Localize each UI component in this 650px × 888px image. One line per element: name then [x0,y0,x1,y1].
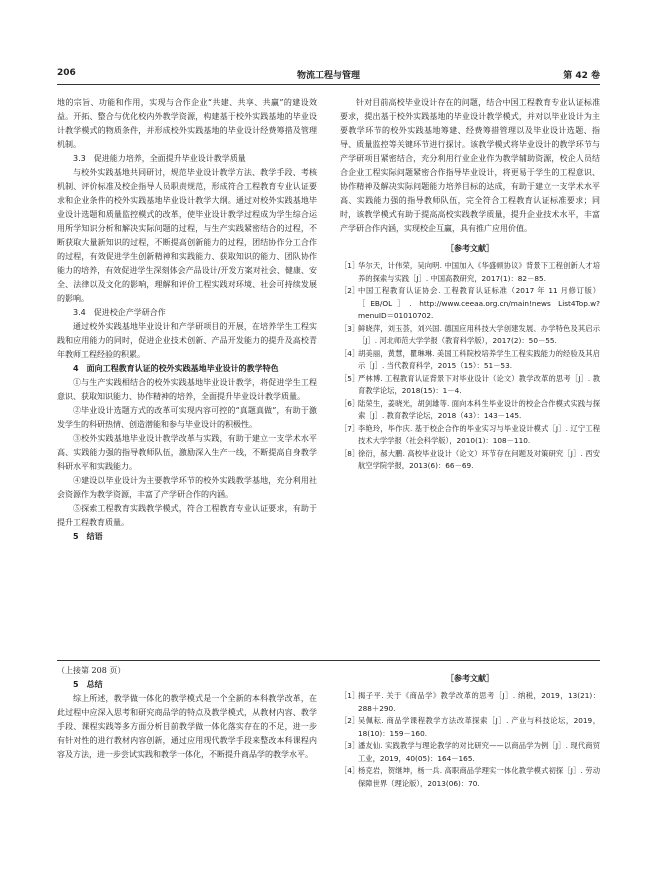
reference-item [340,715,600,740]
reference-number: ［5］ [340,373,360,383]
reference-text: 陆荣生，姜晓光，胡剑雄等. 面向本科生毕业设计的校企合作模式实践与探索［J］. 教育教学论坛，2018（43）：143－145. [358,398,600,420]
references-list [340,260,600,473]
reference-item [340,740,600,765]
reference-number: ［6］ [340,398,360,408]
conclusion-paragraph: 针对目前高校毕业设计存在的问题，结合中国工程教育专业认证标准要求，提出基于校外实践基地的毕业设计教学模式，并对以毕业设计为主要教学环节的校外实践基地筹建、经费筹措管理以及毕业设计选题、指导、质量监控等关键环节进行探讨。该教学模式将毕业设计的教学环节与产学研项目紧密结合，充分利用行业企业作为教学辅助资源，校企人员结合企业工程实际问题紧密合作指导毕业设计，将更易于学生的工程意识、协作精神及解决实际问题能力培养目标的达成，有助于建立一支学术水平高、实践能力强的指导教师队伍，完全符合工程教育认证标准要求；同时，该教学模式有助于提高高校实践教学质量，提升企业技术水平，丰富产学研合作内涵，实现校企互赢，具有推广应用价值。 [340,98,600,233]
reference-text: 潘友仙. 实践教学与理论教学的对比研究——以商品学为例［J］. 现代商贸工业，2019，40(05)：164－165. [358,741,600,763]
reference-item [340,448,600,473]
continued-note: （上接第 208 页） [57,666,126,675]
reference-text: 揭子平. 关于《商品学》教学改革的思考［J］. 纳税，2019，13(21)：288＋290. [358,691,600,713]
reference-text: 胡美丽，黄慧，瞿琳琳. 美国工科院校培养学生工程实践能力的经验及其启示［J］. 当代教育科学，2015（15）：51－53. [358,348,600,370]
reference-number: ［1］ [340,261,360,270]
body-paragraph: ①与生产实践相结合的校外实践基地毕业设计教学，将促进学生工程意识、获取知识能力、协作精神的培养，全面提升毕业设计教学质量。 [57,378,317,401]
reference-item [340,260,600,285]
reference-item [340,423,600,448]
running-header [57,68,600,84]
body-paragraph: 与校外实践基地共同研讨，规范毕业设计教学方法、教学手段、考核机制、评价标准及校企指导人员职责规范，形成符合工程教育专业认证要求和企业条件的校外实践基地毕业设计教学大纲。通过对校外实践基地毕业设计选题和质量监控模式的改革，使毕业设计教学过程成为学生综合运用所学知识分析和解决实际问题的过程，与生产实践紧密结合的过程，不断获取大量新知识的过程，不断提高创新能力的过程，团结协作分工合作的过程，有效促进学生创新精神和实践能力、获取知识的能力、团队协作能力的培养，有效促进学生深刻体会产品设计/开发方案对社会、健康、安全、法律以及文化的影响，理解和评价工程实践对环境、社会可持续发展的影响。 [57,168,317,303]
body-paragraph: 通过校外实践基地毕业设计和产学研项目的开展，在培养学生工程实践和应用能力的同时，促进企业技术创新、产品开发能力的提升及高校青年教师工程经验的积累。 [57,322,317,359]
volume-label: 第 42 卷 [563,71,600,81]
page-number: 206 [57,68,76,78]
left-column-bottom [57,664,317,762]
body-paragraph: ③校外实践基地毕业设计教学改革与实践，有助于建立一支学术水平高、实践能力强的指导教师队伍，激励深入生产一线，不断提高自身教学科研水平和实践能力。 [57,434,317,471]
journal-title: 物流工程与管理 [296,71,360,81]
references-title-bottom: ［参考文献］ [446,674,494,683]
reference-item [340,323,600,348]
reference-number: ［3］ [340,741,360,750]
section-heading: 5 结语 [73,532,103,541]
reference-number: ［2］ [340,716,360,725]
reference-item [340,348,600,373]
reference-number: ［4］ [340,348,360,358]
section-divider [57,660,600,661]
reference-item [340,690,600,715]
reference-text: 李艳玲，毕作庆. 基于校企合作的毕业实习与毕业设计模式［J］. 辽宁工程技术大学学报（社会科学版），2010(1)：108－110. [358,423,600,445]
body-paragraph: ⑤探索工程教育实践教学模式，符合工程教育专业认证要求，有助于提升工程教育质量。 [57,504,317,527]
reference-text: 鲜晓萍，刘玉荟，刘兴国. 德国应用科技大学创建发展、办学特色及其启示［J］. 河北师范大学学报（教育科学版），2017(2)：50－55. [358,323,600,345]
reference-number: ［1］ [340,691,360,700]
references-list-bottom [340,690,600,790]
right-column-top [340,96,600,473]
reference-text: 杨克岩，贺继坤，杨一兵. 高职商品学理实一体化教学模式初探［J］. 劳动保障世界（理论版），2013(06)：70. [358,766,600,788]
reference-text: 徐衍，郝大鹏. 高校毕业设计（论文）环节存在问题及对策研究［J］. 西安航空学院学报，2013(6)：66－69. [358,448,600,470]
summary-paragraph: 综上所述，教学做一体化的教学模式是一个全新的本科教学改革，在此过程中应深入思考和研究商品学的特点及教学模式，从教材内容、教学手段、课程实践等多方面分析目前教学做一体化落实存在的不足，进一步有针对性的进行教材内容创新，通过应用现代教学手段来整改本科课程内容及方法，进一步尝试实践和教学一体化，不断提升商品学的教学水平。 [57,694,317,759]
references-title: ［参考文献］ [446,244,494,253]
right-column-bottom [340,664,600,790]
section-heading: 4 面向工程教育认证的校外实践基地毕业设计的教学特色 [73,364,279,373]
reference-text: 严林博. 工程教育认证背景下对毕业设计（论文）教学改革的思考［J］. 教育教学论坛，2018(15)：1－4. [358,373,600,395]
reference-number: ［4］ [340,766,360,775]
reference-number: ［8］ [340,448,360,458]
reference-item [340,373,600,398]
left-column-top [57,96,317,544]
reference-text: 中国工程教育认证协会. 工程教育认证标准（2017 年 11 月修订版）［EB/OL］. http://www.ceeaa.org.cn/main!news List4Top.w? menuID＝01010702. [358,286,600,320]
body-paragraph: ②毕业设计选题方式的改革可实现内容可控的“真题真做”，有助于激发学生的科研热情、创造潜能和参与毕业设计的积极性。 [57,406,317,429]
body-paragraph: ④建设以毕业设计为主要教学环节的校外实践教学基地，充分利用社会资源作为教学资源，丰富了产学研合作的内涵。 [57,476,317,499]
header-rule [57,84,600,85]
subsection-heading: 3.3 促进能力培养，全面提升毕业设计教学质量 [73,154,246,163]
reference-item [340,765,600,790]
reference-item [340,398,600,423]
reference-number: ［3］ [340,323,360,333]
subsection-heading: 3.4 促进校企产学研合作 [73,308,166,317]
summary-heading: 5 总结 [73,680,103,689]
reference-text: 吴佩耘. 商品学课程教学方法改革探索［J］. 产业与科技论坛，2019，18(10)：159－160. [358,716,600,738]
reference-number: ［7］ [340,423,360,433]
reference-number: ［2］ [340,286,360,295]
reference-text: 华尔天，计伟荣，吴向明. 中国加入《华盛顿协议》背景下工程创新人才培养的探索与实践［J］. 中国高教研究，2017(1)：82－85. [358,261,600,283]
body-paragraph: 地的宗旨、功能和作用，实现与合作企业“共建、共享、共赢”的建设效益。开拓、整合与优化校内外教学资源，构建基于校外实践基地的毕业设计教学模式的物质条件，并形成校外实践基地的毕业设计经费筹措及管理机制。 [57,98,317,149]
reference-item [340,285,600,323]
